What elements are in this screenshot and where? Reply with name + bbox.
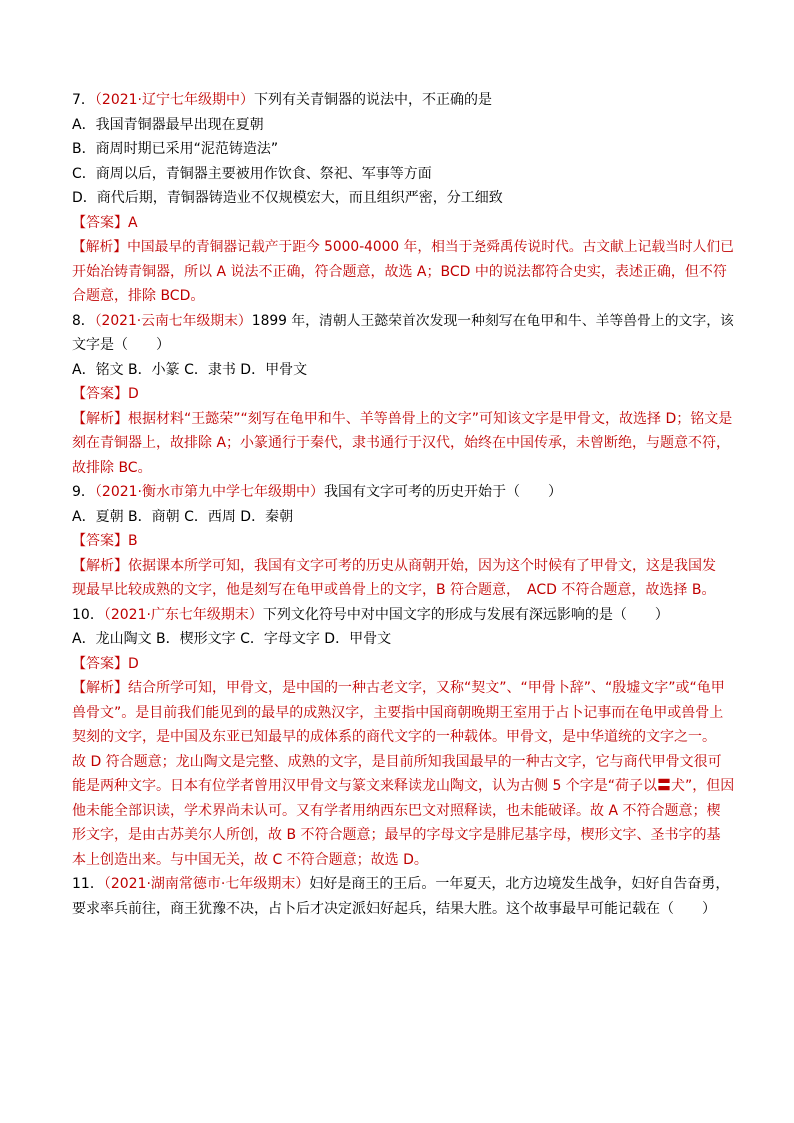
question-source: （2021·衡水市第九中学七年级期中） [94, 484, 325, 500]
option-d: D．商代后期，青铜器铸造业不仅规模宏大，而且组织严密，分工细致 [72, 190, 503, 206]
question-number: 10． [72, 606, 104, 623]
answer-line [72, 652, 734, 677]
question-number: 11． [72, 876, 104, 892]
analysis-line [72, 235, 734, 260]
question-stem: 下列文化符号中对中国文字的形成与发展有深远影响的是（ ） [262, 606, 669, 623]
answer-line [72, 211, 734, 236]
question-7 [72, 88, 734, 309]
analysis-label: 【解析】 [72, 410, 128, 427]
option-b: B．商周时期已采用“泥范铸造法” [72, 141, 279, 157]
analysis-text: 合题意，排除 BCD。 [72, 288, 205, 304]
analysis-text: 结合所学可知，甲骨文，是中国的一种古老文字，又称“契文”、“甲骨卜辞”、“殷墟文字”或“龟甲 [128, 680, 725, 696]
question-9-head [72, 480, 734, 505]
options-line: A．龙山陶文 B．楔形文字 C．字母文字 D．甲骨文 [72, 631, 392, 647]
analysis-label: 【解析】 [72, 239, 128, 255]
analysis-text: 开始冶铸青铜器，所以 A 说法不正确，符合题意，故选 A；BCD 中的说法都符合史实，表述正确，但不符 [72, 263, 727, 280]
option-a: A．我国青铜器最早出现在夏朝 [72, 116, 264, 133]
analysis-text: 故 D 符合题意；龙山陶文是完整、成熟的文字，是目前所知我国最早的一种古文字，它与商代甲骨文很可 [72, 753, 722, 770]
analysis-text: 本上创造出来。与中国无关，故 C 不符合题意；故选 D。 [72, 851, 428, 868]
question-stem: 1899 年，清朝人王懿荣首次发现一种刻写在龟甲和牛、羊等兽骨上的文字，该 [251, 312, 734, 329]
document-page [72, 88, 734, 921]
analysis-line [72, 554, 734, 579]
question-source: （2021·广东七年级期末） [103, 606, 263, 623]
answer-label: 【答案】 [72, 214, 128, 231]
option-c: C．商周以后，青铜器主要被用作饮食、祭祀、军事等方面 [72, 165, 432, 182]
answer-label: 【答案】 [72, 533, 128, 549]
question-number: 7． [72, 92, 95, 108]
question-11 [72, 872, 734, 921]
question-7-head [72, 88, 734, 113]
options-line: A．铭文 B．小篆 C．隶书 D．甲骨文 [72, 361, 308, 378]
question-9 [72, 480, 734, 603]
question-source: （2021·湖南常德市·七年级期末） [103, 876, 310, 892]
analysis-text: 刻在青铜器上，故排除 A；小篆通行于秦代，隶书通行于汉代，始终在中国传承，未曾断绝，与题意不符， [72, 435, 731, 451]
question-8 [72, 309, 734, 481]
analysis-text: 兽骨文”。是目前我们能见到的最早的成熟汉字，主要指中国商朝晚期王室用于占卜记事而在龟甲或兽骨上 [72, 704, 724, 721]
analysis-text: 故排除 BC。 [72, 459, 152, 476]
analysis-text: 形文字，是由古苏美尔人所创，故 B 不符合题意；最早的字母文字是腓尼基字母，楔形文字、圣书字的基 [72, 827, 721, 843]
analysis-text: 依据课本所学可知，我国有文字可考的历史从商朝开始，因为这个时候有了甲骨文，这是我国发 [128, 557, 716, 574]
question-stem: 我国有文字可考的历史开始于（ ） [324, 484, 563, 500]
question-stem: 妇好是商王的王后。一年夏天，北方边境发生战争，妇好自告奋勇， [309, 876, 730, 892]
analysis-text: 现最早比较成熟的文字，他是刻写在龟甲或兽骨上的文字，B 符合题意， ACD 不符合题意，故选择 B。 [72, 582, 716, 598]
answer-value: A [128, 214, 138, 231]
question-stem: 文字是（ ） [72, 337, 170, 353]
answer-label: 【答案】 [72, 655, 128, 672]
analysis-text: 契刻的文字，是中国及东亚已知最早的成体系的商代文字的一种载体。甲骨文，是中华道统的文字之一。 [72, 729, 716, 745]
question-10 [72, 603, 734, 873]
question-10-head [72, 603, 734, 628]
answer-line [72, 529, 734, 554]
analysis-label: 【解析】 [72, 557, 128, 574]
analysis-text: 能是两种文字。日本有位学者曾用汉甲骨文与篆文来释读龙山陶文，认为古侧 5 个字是“荷子以〓犬”，但因 [72, 778, 735, 794]
answer-value: D [128, 655, 139, 672]
question-source: （2021·云南七年级期末） [94, 312, 252, 329]
answer-line [72, 382, 734, 407]
answer-value: B [128, 533, 138, 549]
question-stem: 下列有关青铜器的说法中，不正确的是 [254, 92, 493, 108]
analysis-line [72, 676, 734, 701]
analysis-line [72, 407, 734, 432]
question-8-head [72, 309, 734, 334]
question-11-head [72, 872, 734, 897]
answer-label: 【答案】 [72, 386, 128, 402]
question-number: 9． [72, 484, 95, 500]
question-stem: 要求率兵前往，商王犹豫不决，占卜后才决定派妇好起兵，结果大胜。这个故事最早可能记载在（ ） [72, 900, 716, 917]
question-number: 8． [72, 312, 95, 329]
analysis-text: 中国最早的青铜器记载产于距今 5000-4000 年，相当于尧舜禹传说时代。古文献上记载当时人们已 [127, 239, 734, 255]
options-line: A．夏朝 B．商朝 C．西周 D．秦朝 [72, 508, 294, 525]
question-source: （2021·辽宁七年级期中） [94, 92, 255, 108]
analysis-text: 根据材料“王懿荣”“刻写在龟甲和牛、羊等兽骨上的文字”可知该文字是甲骨文，故选择 D；铭文是 [128, 410, 733, 427]
analysis-text: 他未能全部识读，学术界尚未认可。又有学者用纳西东巴文对照释读，也未能破译。故 A 不符合题意；楔 [72, 802, 721, 819]
analysis-label: 【解析】 [72, 680, 128, 696]
answer-value: D [128, 386, 139, 402]
